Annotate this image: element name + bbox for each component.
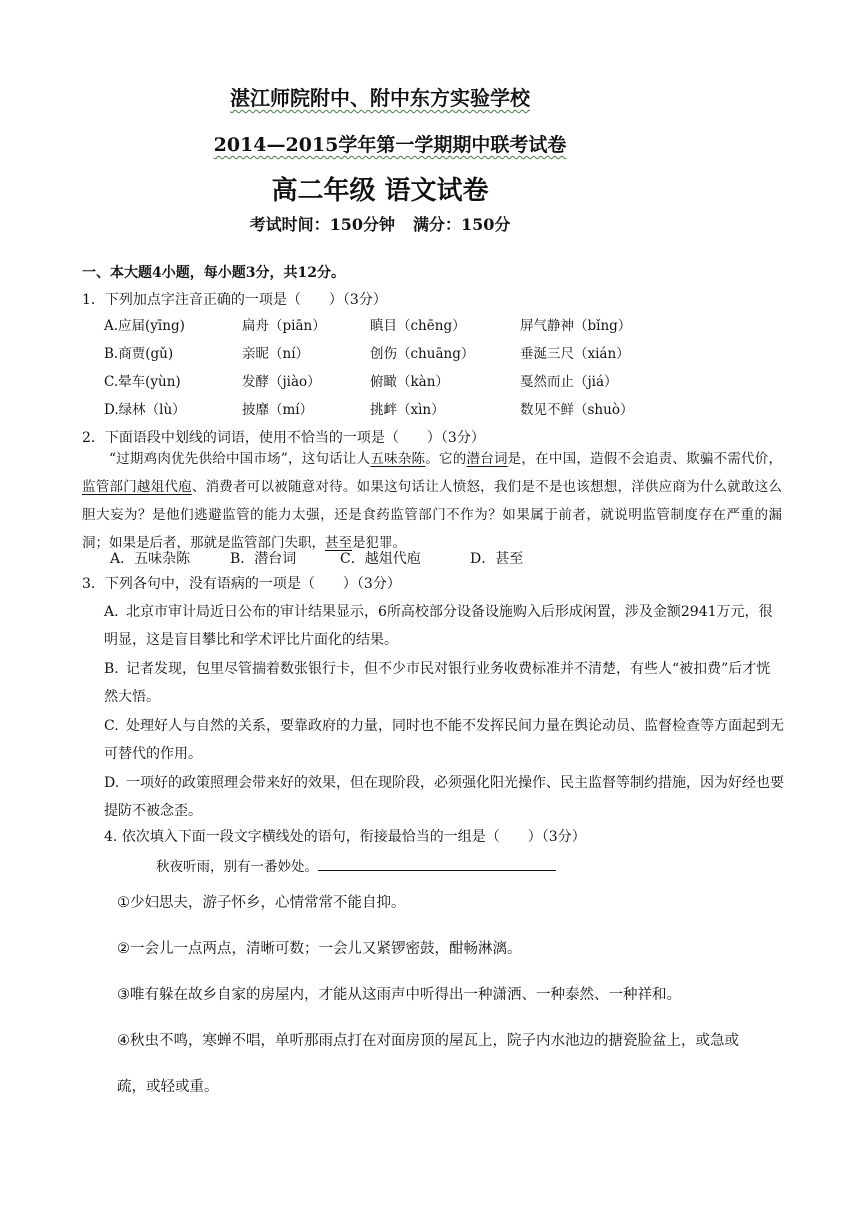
q1-option-a-3: 瞋目（chēng） bbox=[370, 318, 466, 334]
q3-choice-d: D. 一项好的政策照理会带来好的效果，但在现阶段，必须强化阳光操作、民主监督等制约措施，因为好经也要提防不被念歪。 bbox=[104, 775, 784, 819]
q2-underlined-4: 甚至 bbox=[325, 535, 352, 551]
q4-item-2: ②一会儿一点两点，清晰可数；一会儿又紧锣密鼓，酣畅淋漓。 bbox=[117, 941, 522, 957]
section-heading: 一、本大题4小题，每小题3分，共12分。 bbox=[82, 265, 345, 281]
q2-stem: 2．下面语段中划线的词语，使用不恰当的一项是（ ）（3分） bbox=[82, 430, 485, 446]
exam-meta bbox=[0, 212, 760, 235]
q1-option-c-1: C.晕车(yùn) bbox=[104, 374, 181, 390]
q1-option-c-4: 戛然而止（jiá） bbox=[520, 374, 618, 390]
q2-option-a: A．五味杂陈 bbox=[110, 551, 191, 567]
q2-options bbox=[110, 548, 523, 568]
q4-item-4-continued: 疏，或轻或重。 bbox=[117, 1079, 219, 1095]
q4-lead: 秋夜听雨，别有一番妙处。 bbox=[156, 855, 556, 875]
q1-option-b-4: 垂涎三尺（xián） bbox=[520, 346, 630, 362]
q1-option-a-2: 扁舟（piān） bbox=[242, 318, 326, 334]
school-name: 湛江师院附中、附中东方实验学校 bbox=[230, 86, 530, 110]
q3-choice-b: B. 记者发现，包里尽管揣着数张银行卡，但不少市民对银行业务收费标准并不清楚，有些人“被扣费”后才恍然大悟。 bbox=[104, 661, 771, 705]
q1-option-a-1: A.应届(yīng) bbox=[104, 318, 185, 334]
q1-option-b-3: 创伤（chuāng） bbox=[370, 346, 475, 362]
q1-option-a-4: 屏气静神（bǐng） bbox=[520, 318, 632, 334]
q2-option-c: C．越俎代庖 bbox=[340, 551, 421, 567]
q1-option-d-3: 挑衅（xìn） bbox=[370, 402, 445, 418]
q2-underlined-3: 越俎代庖 bbox=[136, 479, 192, 495]
q1-option-b-2: 亲昵（ní） bbox=[242, 346, 310, 362]
exam-time: 考试时间：150分钟 bbox=[249, 215, 395, 234]
q2-underlined-2: 潜台词 bbox=[466, 451, 508, 467]
q3-choice-a: A. 北京市审计局近日公布的审计结果显示，6所高校部分设备设施购入后形成闲置，涉及金额2941万元，很明显，这是盲目攀比和学术评比片面化的结果。 bbox=[104, 604, 773, 648]
q1-option-c-2: 发酵（jiào） bbox=[242, 374, 321, 390]
q1-option-d-4: 数见不鲜（shuò） bbox=[520, 402, 634, 418]
q4-item-1: ①少妇思夫，游子怀乡，心情常常不能自抑。 bbox=[117, 895, 406, 911]
q1-option-b-1: B.商贾(gǔ) bbox=[104, 346, 174, 362]
q3-stem: 3．下列各句中，没有语病的一项是（ ）（3分） bbox=[82, 576, 401, 592]
q2-underlined-1: 五味杂陈 bbox=[370, 451, 426, 467]
exam-subject-title: 高二年级 语文试卷 bbox=[271, 176, 489, 206]
q2-option-d: D．甚至 bbox=[470, 551, 524, 567]
q2-option-b: B．潜台词 bbox=[230, 551, 297, 567]
exam-score: 满分：150分 bbox=[413, 215, 511, 234]
q4-blank-line bbox=[318, 856, 556, 871]
q4-item-3: ③唯有躲在故乡自家的房屋内，才能从这雨声中听得出一种潇洒、一种泰然、一种祥和。 bbox=[117, 987, 681, 1003]
q1-option-d-1: D.绿林（lù） bbox=[104, 402, 186, 418]
q1-option-d-2: 披靡（mí） bbox=[242, 402, 314, 418]
q1-option-c-3: 俯瞰（kàn） bbox=[370, 374, 449, 390]
term-title: 2014—2015学年第一学期期中联考试卷 bbox=[213, 134, 567, 156]
q1-stem: 1．下列加点字注音正确的一项是（ ）（3分） bbox=[82, 292, 387, 308]
q3-choice-c: C. 处理好人与自然的关系，要靠政府的力量，同时也不能不发挥民间力量在舆论动员、监督检查等方面起到无可替代的作用。 bbox=[104, 718, 784, 762]
q2-passage: “过期鸡肉优先供给中国市场”，这句话让人五味杂陈。它的潜台词是，在中国，造假不会追责、欺骗不需代价，监管部门越俎代庖、消费者可以被随意对待。如果这句话让人愤怒，我们是不是也该想想，洋供应商为什么就敢这么胆大妄为？是他们逃避监管的能力太强，还是食药监管部门不作为？如果属于前者，就说明监管制度存在严重的漏洞；如果是后者，那就是监管部门失职，甚至是犯罪。 bbox=[82, 451, 783, 551]
q4-item-4: ④秋虫不鸣，寒蝉不唱，单听那雨点打在对面房顶的屋瓦上，院子内水池边的搪瓷脸盆上，或急或 bbox=[117, 1033, 739, 1049]
q4-stem: 4. 依次填入下面一段文字横线处的语句，衔接最恰当的一组是（ ）（3分） bbox=[104, 829, 586, 845]
